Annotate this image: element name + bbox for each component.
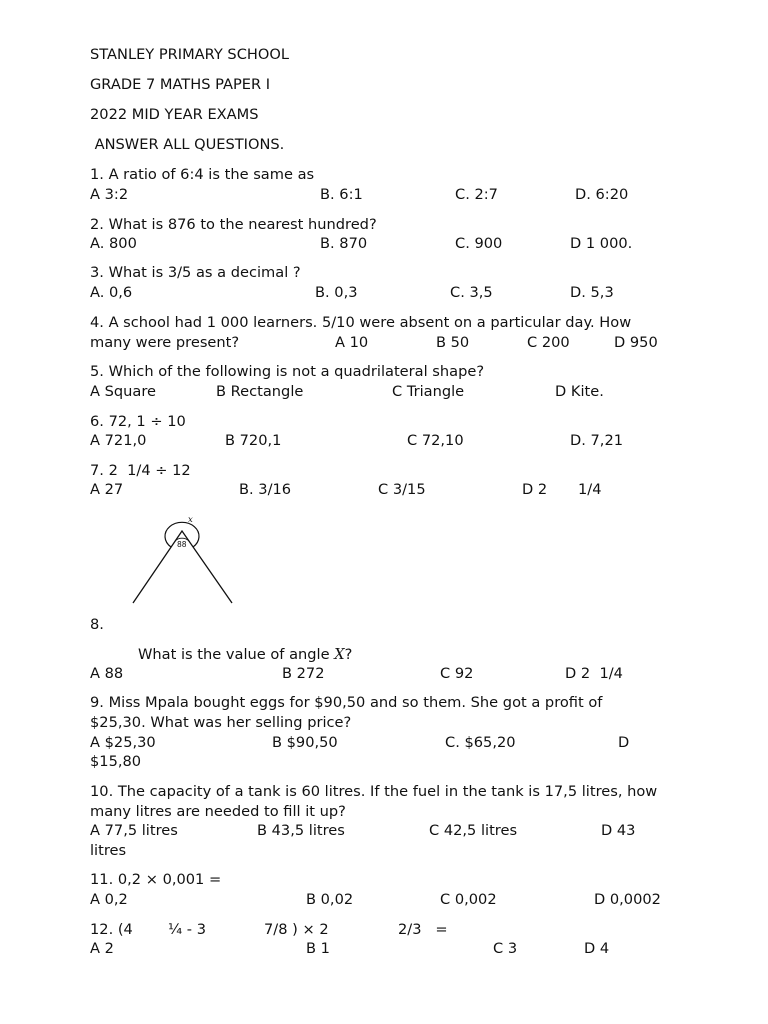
question-8-variable: X bbox=[334, 646, 345, 663]
question-11-stem: 11. 0,2 × 0,001 = bbox=[90, 871, 222, 888]
question-12-option-a: A 2 bbox=[90, 940, 114, 957]
question-12-option-c: C 3 bbox=[493, 940, 518, 957]
question-11-option-d: D 0,0002 bbox=[594, 891, 661, 908]
question-4-option-d: D 950 bbox=[614, 334, 658, 351]
question-2-stem: 2. What is 876 to the nearest hundred? bbox=[90, 216, 377, 233]
exam-title: 2022 MID YEAR EXAMS bbox=[90, 106, 259, 123]
question-6-stem: 6. 72, 1 ÷ 10 bbox=[90, 413, 186, 430]
question-2-option-c: C. 900 bbox=[455, 235, 503, 252]
question-11-option-a: A 0,2 bbox=[90, 891, 128, 908]
question-10-option-d-unit: litres bbox=[90, 842, 127, 859]
question-4-option-a: A 10 bbox=[335, 334, 369, 351]
angle-x-label: x bbox=[188, 515, 193, 525]
question-8-option-a: A 88 bbox=[90, 665, 124, 682]
question-3-option-d: D. 5,3 bbox=[570, 284, 614, 301]
question-5-option-c: C Triangle bbox=[392, 383, 465, 400]
question-10-option-b: B 43,5 litres bbox=[257, 822, 345, 839]
question-1-option-a: A 3:2 bbox=[90, 186, 129, 203]
question-9-option-d: D bbox=[618, 734, 630, 751]
question-6-option-a: A 721,0 bbox=[90, 432, 147, 449]
question-12-stem-part-1: 12. (4 bbox=[90, 921, 133, 938]
question-9-stem-line-1: 9. Miss Mpala bought eggs for $90,50 and so them. She got a profit of bbox=[90, 694, 603, 711]
angle-88-label: 88 bbox=[177, 540, 187, 549]
question-5-stem: 5. Which of the following is not a quadrilateral shape? bbox=[90, 363, 485, 380]
question-7-option-b: B. 3/16 bbox=[239, 481, 292, 498]
question-7-stem: 7. 2 1/4 ÷ 12 bbox=[90, 462, 191, 479]
question-7-option-d-fraction: 1/4 bbox=[578, 481, 602, 498]
question-1-option-d: D. 6:20 bbox=[575, 186, 629, 203]
question-8-stem-text: What is the value of angle bbox=[138, 646, 335, 663]
question-10-stem-line-2: many litres are needed to fill it up? bbox=[90, 803, 346, 820]
question-4-stem-line-2: many were present? bbox=[90, 334, 240, 351]
question-1-stem: 1. A ratio of 6:4 is the same as bbox=[90, 166, 315, 183]
question-1-option-b: B. 6:1 bbox=[320, 186, 363, 203]
question-11-option-c: C 0,002 bbox=[440, 891, 497, 908]
question-3-stem: 3. What is 3/5 as a decimal ? bbox=[90, 264, 301, 281]
angle-diagram bbox=[125, 512, 240, 608]
question-12-stem-part-2: ¼ - 3 bbox=[168, 921, 206, 938]
question-10-option-d: D 43 bbox=[601, 822, 636, 839]
question-9-option-b: B $90,50 bbox=[272, 734, 338, 751]
question-2-option-b: B. 870 bbox=[320, 235, 368, 252]
question-11-option-b: B 0,02 bbox=[306, 891, 354, 908]
question-6-option-c: C 72,10 bbox=[407, 432, 464, 449]
question-12-option-d: D 4 bbox=[584, 940, 610, 957]
question-2-option-d: D 1 000. bbox=[570, 235, 633, 252]
question-9-stem-line-2: $25,30. What was her selling price? bbox=[90, 714, 352, 731]
question-9-option-d-value: $15,80 bbox=[90, 753, 142, 770]
school-name: STANLEY PRIMARY SCHOOL bbox=[90, 46, 289, 63]
question-8-option-c: C 92 bbox=[440, 665, 474, 682]
question-5-option-a: A Square bbox=[90, 383, 156, 400]
question-6-option-d: D. 7,21 bbox=[570, 432, 624, 449]
question-9-option-c: C. $65,20 bbox=[445, 734, 516, 751]
question-12-stem-part-4: 2/3 = bbox=[398, 921, 448, 938]
question-5-option-b: B Rectangle bbox=[216, 383, 304, 400]
question-8-option-d: D 2 1/4 bbox=[565, 665, 623, 682]
instructions: ANSWER ALL QUESTIONS. bbox=[90, 136, 285, 153]
question-7-option-d: D 2 bbox=[522, 481, 548, 498]
question-4-option-b: B 50 bbox=[436, 334, 470, 351]
question-8-number: 8. bbox=[90, 616, 104, 633]
question-1-option-c: C. 2:7 bbox=[455, 186, 498, 203]
question-10-option-a: A 77,5 litres bbox=[90, 822, 178, 839]
question-8-option-b: B 272 bbox=[282, 665, 325, 682]
question-7-option-c: C 3/15 bbox=[378, 481, 426, 498]
question-5-option-d: D Kite. bbox=[555, 383, 604, 400]
question-6-option-b: B 720,1 bbox=[225, 432, 282, 449]
question-4-option-c: C 200 bbox=[527, 334, 570, 351]
question-12-stem-part-3: 7/8 ) × 2 bbox=[264, 921, 329, 938]
question-8-stem bbox=[138, 645, 352, 664]
question-3-option-c: C. 3,5 bbox=[450, 284, 493, 301]
question-10-stem-line-1: 10. The capacity of a tank is 60 litres. If the fuel in the tank is 17,5 litres, how bbox=[90, 783, 658, 800]
question-12-option-b: B 1 bbox=[306, 940, 330, 957]
question-7-option-a: A 27 bbox=[90, 481, 124, 498]
question-3-option-b: B. 0,3 bbox=[315, 284, 358, 301]
question-4-stem-line-1: 4. A school had 1 000 learners. 5/10 were absent on a particular day. How bbox=[90, 314, 632, 331]
question-9-option-a: A $25,30 bbox=[90, 734, 156, 751]
question-10-option-c: C 42,5 litres bbox=[429, 822, 518, 839]
question-3-option-a: A. 0,6 bbox=[90, 284, 133, 301]
question-2-option-a: A. 800 bbox=[90, 235, 137, 252]
paper-title: GRADE 7 MATHS PAPER I bbox=[90, 76, 271, 93]
question-8-stem-end: ? bbox=[344, 646, 353, 663]
